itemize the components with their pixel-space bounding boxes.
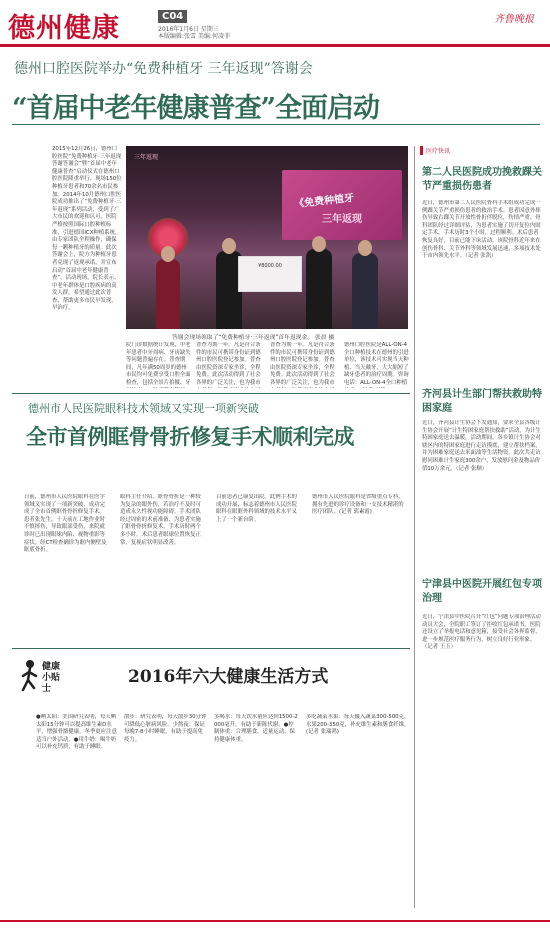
photo-banner-text: 三年返现 [134,154,159,161]
tips-col4: 多吃蔬菜水果：每天摄入蔬菜300-500克，水果200-350克，补充维生素和膳食纤维。(记者 张瑞鸿) [306,714,410,736]
second-col2: 眼科主任介绍，眶骨骨折是一种较为复杂的眼外伤，若治疗不及时可造成永久性视功能障碍。手术团队经过周密的术前准备，为患者实施了眶骨骨折修复术，手术历时两个多小时。术后患者眼球位置恢复正常，复视症状明显改善。 [120,494,201,546]
check-board [238,256,302,292]
second-col1: 日前，德州市人民医院眼科在医学领域又实现了一项新突破，成功完成了全市首例眶骨骨折修复手术。患者张先生，十天前在工地作业时不慎摔伤，导致眼部受伤，来院就诊时已出现眼球内陷、视物重影等症状。经CT检查确诊为眶内侧壁及眶底骨折。 [24,494,107,554]
lead-col3: 普查为期一年。凡是符合条件的市民可携带身份证到德州口腔医院登记参加。普查由医院资深专家坐诊，全程免费。此次活动得到了社会各界的广泛关注，也为我市 [196,342,261,386]
lead-kicker: 德州口腔医院举办“免费种植牙 三年返现”答谢会 [14,61,313,77]
tips-col1: ●晒太阳：美国研究表明，每天晒太阳15分钟可以提高维生素D水平，增强骨骼健康。冬季更应注意适当户外活动。●用牛奶：喝牛奶可以补充钙质，有助于睡眠。 [36,714,117,751]
sidebar-story2-headline: 齐河县计生部门帮扶救助特困家庭 [422,389,542,414]
sidebar-story1-body: 近日，德州市第二人民医院骨科手术组成功完成一例踝关节严重损伤患者的救治手术。患者因意外摔伤导致右踝关节开放性骨折伴脱位，伤情严重。骨科团队经过详细评估，为患者实施了切开复位内固定手术，手术历时3个小时，过程顺利。术后患者恢复良好，目前已能下床活动。该院骨科近年来在创伤骨科、关节外科等领域发展迅速，多项技术处于市内领先水平。（记者 张凯） [422,200,541,260]
second-headline: 全市首例眶骨骨折修复手术顺利完成 [26,424,354,449]
second-col4: 德州市人民医院眼科是省级重点专科，拥有先进的诊疗设备和一支技术精湛的医疗团队。(记者 郭素霞) [312,494,404,516]
photo-caption: 答谢会现场领取了“免费种植牙·三年返现”首年返现金。 张晨 摄 [172,335,335,341]
sidebar-story3-body: 近日，宁津县中医院召开“红包”问题专项治理活动动员大会，全院职工签订了拒收红包承诺书。医院还设立了举报电话和意见箱，接受社会各界监督，进一步规范医疗服务行为，树立良好行业形象。（记者 王玉） [422,614,541,651]
lead-headline: “首届中老年健康普查”全面启动 [12,93,380,124]
sidebar-tab: 医疗快讯 [420,146,450,155]
photo-screen-text2: 三年返现 [322,214,362,225]
check-board-text: ¥8000.00 [258,263,282,269]
paper-logo: 齐鲁晚报 [494,14,534,25]
issue-date: 2016年1月6日 星期三 [158,26,219,33]
person-4 [352,253,378,329]
sidebar-story3-headline: 宁津县中医院开展红包专项治理 [422,579,542,604]
sidebar-story1-headline: 第二人民医院成功挽救踝关节严重损伤患者 [422,167,542,192]
lead-rule [12,124,540,125]
lead-col3b: 普查为期一年。凡是符合条件的市民可携带身份证到德州口腔医院登记参加。普查由医院资深专家坐诊，全程免费。此次活动得到了社会各界的广泛关注，也为我市 [270,342,335,386]
sidebar-divider [414,146,415,908]
second-col3: 目前患者已康复出院。此例手术的成功开展，标志着德州市人民医院眼科在眼眶外科领域的技术水平又上了一个新台阶。 [216,494,297,523]
second-kicker: 德州市人民医院眼科技术领域又实现一项新突破 [28,402,259,415]
lead-col1: 2015年12月26日，德州口腔医院“免费种植牙·三年返现答谢答谢会”暨“首届中老年健康普查”启动仪式在德州口腔医院隆重举行。现场150位种植牙患者和70余名市民参加。2014年10月德州口腔医院成功推出了“免费种植牙·三年返现”系列活动，受到了广大市民的欢迎和认可。医院严格按照国际口腔种植标准，引进德国ICX种植系统，由专家团队全程操作，确保每一颗种植牙的质量。此次答谢会上，院方为种植牙患者兑现了返现承诺，并宣布启动“首届中老年健康普查”。活动现场，院长表示，中老年群体是口腔疾病的高发人群，希望通过此次普查，帮助更多市民早发现、早治疗。 [52,146,122,312]
section-title: 德州健康 [8,13,120,44]
masthead-rule [0,44,550,47]
event-photo [126,146,408,329]
person-1-head [161,246,175,262]
person-4-head [358,240,372,256]
page-number: C04 [158,10,187,23]
tips-logo-label: 健康小贴士 [42,662,61,694]
person-3 [306,249,332,329]
person-1 [156,259,180,329]
second-rule [12,393,410,394]
person-3-head [312,236,326,252]
lead-col4: 德州口腔医院是ALL-ON-4全口种植技术在德州的引进单位，该技术可实现当天种植、当天戴牙，大大缩短了缺牙患者的治疗周期。咨询电话：ALL-ON-4全口种植 [344,342,409,386]
sidebar-story2-body: 近日，齐河县计生协会下发通知，要求全县各级计生协会开展“计生特困家庭帮扶救助”活动，为计生特困家庭送去温暖。活动期间，各乡镇计生协会对辖区内的特困家庭进行走访摸底，建立帮扶档案，并为困难家庭送去米面油等生活物资。此次共走访慰问困难计生家庭300余户，发放慰问金及物品价值10万余元。（记者 张顺） [422,420,541,472]
lead-col2: 院门诊数据统计发现，中老年患者中牙周病、牙齿缺失等问题普遍存在。普查期间，凡年满50周岁的德州市民均可免费享受口腔全面检查，包括全景片拍摄、牙 [126,342,191,386]
tips-title: 2016年六大健康生活方式 [128,667,329,687]
photo-screen [282,170,402,240]
masthead [8,6,540,42]
tips-rule [12,648,410,649]
issue-editors: 本版编辑:张雪 美编:何凌菲 [158,33,230,40]
tips-logo [20,656,90,696]
footer-rule [0,920,550,922]
issue-info [158,26,230,40]
tips-col3: 多喝水：每天饮水量应达到1500-2000毫升，有助于新陈代谢。●控制体重：合理膳食，适量运动，保持健康体重。 [214,714,298,743]
photo-screen-text: 《免费种植牙 [293,192,355,211]
tips-col2: 散步：研究表明，每天散步30分钟可降低心脏病风险。少熬夜：保证每晚7-8小时睡眠，有助于提高免疫力。 [124,714,207,743]
person-2-head [222,238,236,254]
